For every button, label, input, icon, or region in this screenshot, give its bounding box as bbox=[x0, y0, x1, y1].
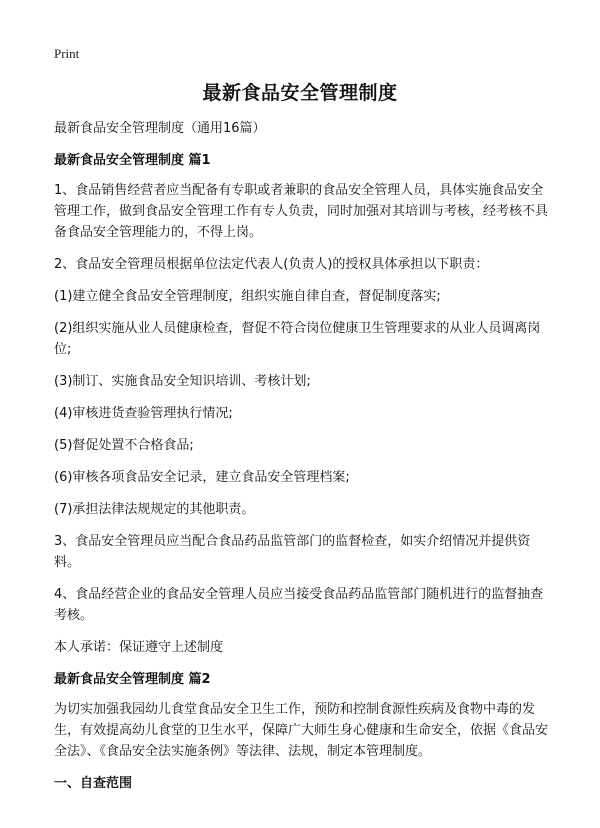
paragraph: 为切实加强我园幼儿食堂食品安全卫生工作，预防和控制食源性疾病及食物中毒的发生，有效提高幼儿食堂的卫生水平，保障广大师生身心健康和生命安全，依据《食品安全法》、《食品安全法实施条例》等法律、法规，制定本管理制度。 bbox=[54, 702, 549, 759]
list-item: (4)审核进货查验管理执行情况; bbox=[54, 406, 233, 421]
section-heading: 最新食品安全管理制度 篇1 bbox=[54, 153, 211, 168]
list-item: (3)制订、实施食品安全知识培训、考核计划; bbox=[54, 374, 311, 389]
list-item: (1)建立健全食品安全管理制度，组织实施自律自查，督促制度落实; bbox=[54, 289, 441, 304]
paragraph: 3、食品安全管理员应当配合食品药品监管部门的监督检查，如实介绍情况并提供资料。 bbox=[54, 534, 531, 570]
print-link[interactable]: Print bbox=[54, 46, 80, 61]
paragraph: 4、食品经营企业的食品安全管理人员应当接受食品药品监管部门随机进行的监督抽查考核。 bbox=[54, 587, 544, 623]
document-subtitle: 最新食品安全管理制度（通用16篇） bbox=[54, 121, 266, 136]
paragraph: 本人承诺：保证遵守上述制度 bbox=[54, 640, 224, 655]
list-item: (5)督促处置不合格食品; bbox=[54, 438, 194, 453]
paragraph: 2、食品安全管理员根据单位法定代表人(负责人)的授权具体承担以下职责： bbox=[54, 257, 489, 272]
subsection-heading: 一、自查范围 bbox=[54, 776, 133, 791]
section-heading: 最新食品安全管理制度 篇2 bbox=[54, 672, 211, 687]
page-title: 最新食品安全管理制度 bbox=[202, 82, 398, 104]
list-item: (7)承担法律法规规定的其他职责。 bbox=[54, 502, 255, 517]
paragraph: 1、食品销售经营者应当配备有专职或者兼职的食品安全管理人员，具体实施食品安全管理工作，做到食品安全管理工作有专人负责，同时加强对其培训与考核，经考核不具备食品安全管理能力的，不得上岗。 bbox=[54, 183, 549, 240]
document-body bbox=[54, 118, 550, 803]
list-item: (6)审核各项食品安全记录，建立食品安全管理档案; bbox=[54, 470, 350, 485]
list-item: (2)组织实施从业人员健康检查，督促不符合岗位健康卫生管理要求的从业人员调离岗位; bbox=[54, 321, 541, 357]
